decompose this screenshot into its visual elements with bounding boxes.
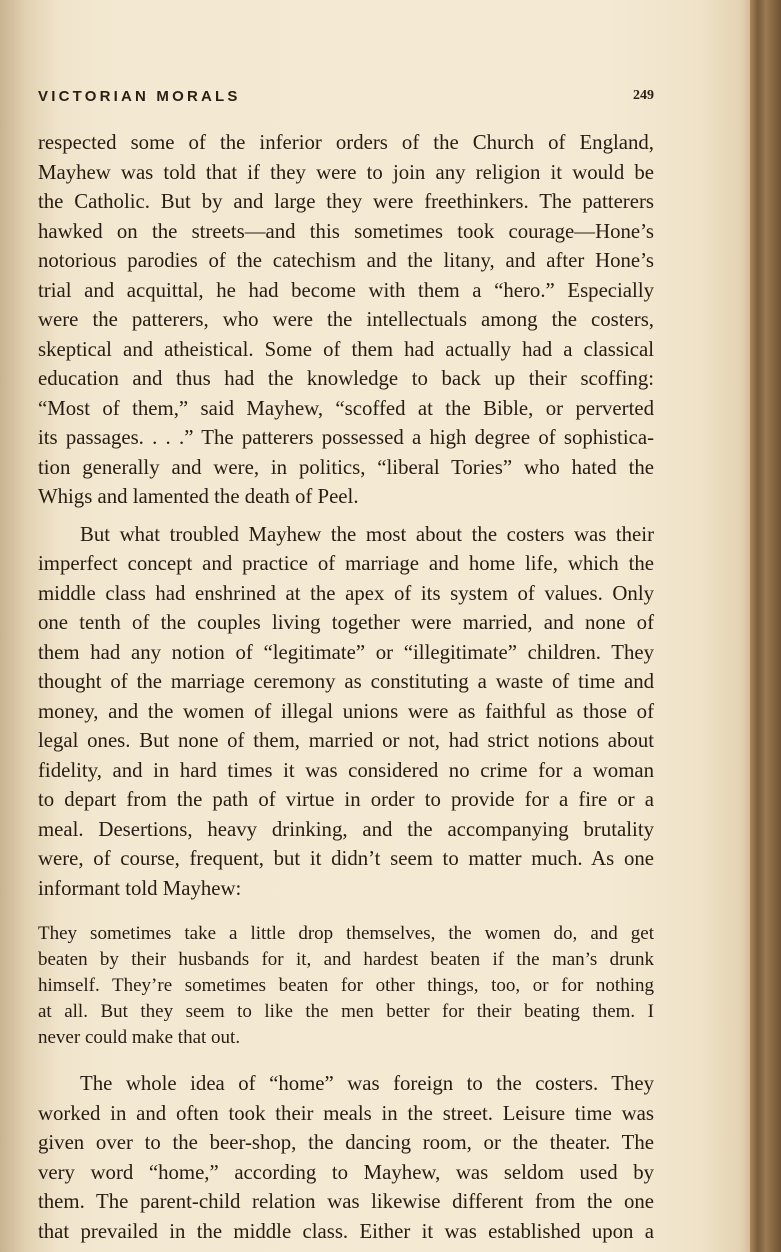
text-line: skeptical and atheistical. Some of them had actually had a classical bbox=[38, 337, 654, 361]
text-line: meal. Desertions, heavy drinking, and the accompanying brutality bbox=[38, 817, 654, 841]
quote-line: They sometimes take a little drop themselves, the women do, and get bbox=[38, 923, 654, 944]
page-edge bbox=[750, 0, 781, 1252]
paragraph-1 bbox=[38, 128, 654, 512]
text-line: Whigs and lamented the death of Peel. bbox=[38, 485, 359, 508]
text-line: that prevailed in the middle class. Either it was established upon a bbox=[38, 1219, 654, 1243]
paragraph-2 bbox=[38, 520, 654, 904]
text-line: respected some of the inferior orders of the Church of England, bbox=[38, 131, 654, 154]
text-line: fidelity, and in hard times it was considered no crime for a woman bbox=[38, 758, 654, 782]
text-line: notorious parodies of the catechism and the litany, and after Hone’s bbox=[38, 249, 654, 272]
text-line: to depart from the path of virtue in order to provide for a fire or a bbox=[38, 788, 654, 811]
text-line: trial and acquittal, he had become with them a “hero.” Especially bbox=[38, 278, 654, 302]
quote-line: himself. They’re sometimes beaten for other things, too, or for nothing bbox=[38, 975, 654, 996]
paragraph-3 bbox=[38, 1069, 654, 1246]
text-line: its passages. . . .” The patterers possessed a high degree of sophistica- bbox=[38, 426, 654, 449]
text-line: legal ones. But none of them, married or not, had strict notions about bbox=[38, 729, 654, 752]
text-line: them had any notion of “legitimate” or “illegitimate” children. They bbox=[38, 640, 654, 664]
text-line: education and thus had the knowledge to back up their scoffing: bbox=[38, 367, 654, 390]
text-line: tion generally and were, in politics, “liberal Tories” who hated the bbox=[38, 455, 654, 479]
text-line: But what troubled Mayhew the most about the costers was their bbox=[80, 522, 654, 546]
body-text bbox=[38, 128, 654, 1246]
quote-line: never could make that out. bbox=[38, 1027, 241, 1048]
block-quote bbox=[38, 921, 654, 1051]
text-line: were the patterers, who were the intellectuals among the costers, bbox=[38, 308, 654, 331]
running-title: VICTORIAN MORALS bbox=[38, 88, 241, 105]
text-line: informant told Mayhew: bbox=[38, 876, 242, 900]
text-line: very word “home,” according to Mayhew, was seldom used by bbox=[38, 1160, 654, 1184]
text-line: Mayhew was told that if they were to join any religion it would be bbox=[38, 160, 654, 184]
text-line: money, and the women of illegal unions were as faithful as those of bbox=[38, 699, 654, 723]
text-line: given over to the beer-shop, the dancing room, or the theater. The bbox=[38, 1131, 654, 1154]
running-head bbox=[38, 88, 654, 108]
text-line: them. The parent-child relation was likewise different from the one bbox=[38, 1190, 654, 1213]
text-line: middle class had enshrined at the apex of its system of values. Only bbox=[38, 581, 654, 605]
text-line: hawked on the streets—and this sometimes took courage—Hone’s bbox=[38, 219, 654, 243]
quote-line: beaten by their husbands for it, and hardest beaten if the man’s drunk bbox=[38, 949, 654, 970]
page-number: 249 bbox=[633, 88, 654, 103]
text-line: thought of the marriage ceremony as constituting a waste of time and bbox=[38, 670, 654, 693]
text-line: worked in and often took their meals in the street. Leisure time was bbox=[38, 1101, 654, 1125]
text-line: the Catholic. But by and large they were freethinkers. The patterers bbox=[38, 190, 654, 213]
text-line: The whole idea of “home” was foreign to the costers. They bbox=[80, 1072, 654, 1095]
quote-line: at all. But they seem to like the men better for their beating them. I bbox=[38, 1001, 654, 1022]
text-line: “Most of them,” said Mayhew, “scoffed at the Bible, or perverted bbox=[38, 396, 654, 420]
text-line: one tenth of the couples living together were married, and none of bbox=[38, 611, 654, 634]
text-line: imperfect concept and practice of marriage and home life, which the bbox=[38, 552, 654, 575]
text-line: were, of course, frequent, but it didn’t seem to matter much. As one bbox=[38, 847, 654, 870]
